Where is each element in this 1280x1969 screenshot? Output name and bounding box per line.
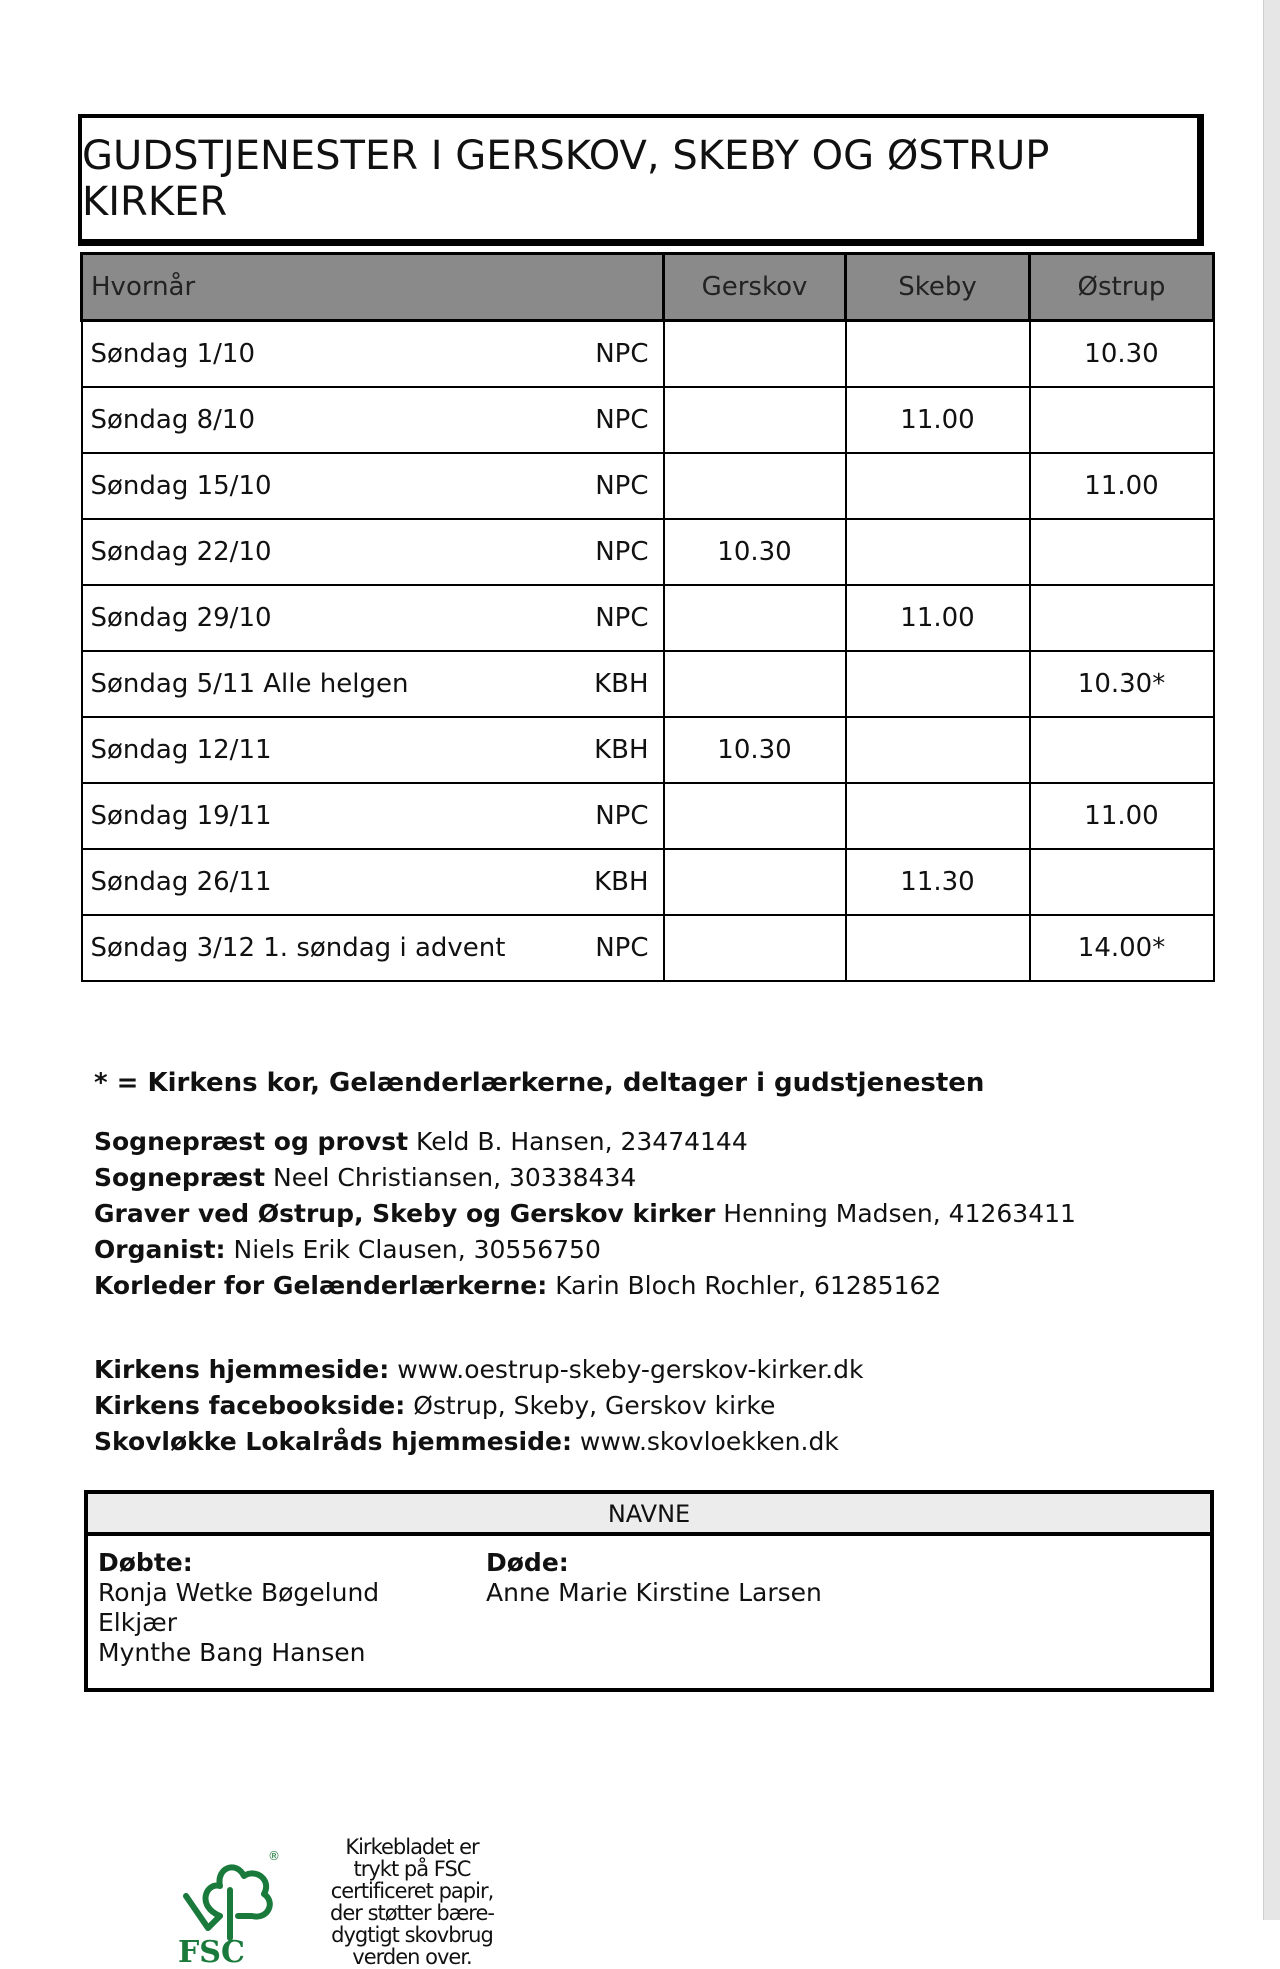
cell-when — [82, 387, 664, 453]
cell-time-ostrup: 10.30* — [1030, 651, 1214, 717]
priest-code: NPC — [595, 339, 649, 369]
links-list — [94, 1352, 863, 1460]
contact-line: Graver ved Østrup, Skeby og Gerskov kirker Henning Madsen, 41263411 — [94, 1199, 1076, 1228]
cell-time-ostrup: 11.00 — [1030, 453, 1214, 519]
cell-when — [82, 519, 664, 585]
contact-line: Sognepræst Neel Christiansen, 30338434 — [94, 1163, 637, 1192]
cell-when — [82, 717, 664, 783]
link-line: Kirkens facebookside: Østrup, Skeby, Gerskov kirke — [94, 1391, 776, 1420]
cell-time-gerskov: 10.30 — [664, 717, 846, 783]
priest-code: NPC — [595, 933, 649, 963]
cell-time-ostrup — [1030, 585, 1214, 651]
priest-code: KBH — [594, 867, 649, 897]
table-row — [82, 585, 1214, 651]
cell-time-skeby — [846, 519, 1030, 585]
cell-when — [82, 321, 664, 388]
cell-time-gerskov — [664, 453, 846, 519]
cell-time-skeby: 11.30 — [846, 849, 1030, 915]
priest-code: NPC — [595, 801, 649, 831]
local-council-link[interactable]: www.skovloekken.dk — [579, 1427, 839, 1456]
baptized-name: Elkjær — [98, 1608, 177, 1637]
cell-when — [82, 585, 664, 651]
cell-when — [82, 453, 664, 519]
died-label: Døde: — [486, 1548, 569, 1577]
cell-time-ostrup: 11.00 — [1030, 783, 1214, 849]
cell-when — [82, 915, 664, 981]
facebook-link[interactable]: Østrup, Skeby, Gerskov kirke — [413, 1391, 776, 1420]
table-row — [82, 849, 1214, 915]
cell-time-skeby — [846, 717, 1030, 783]
cell-time-gerskov — [664, 849, 846, 915]
service-date: Søndag 19/11 — [90, 801, 272, 831]
fsc-registered-mark: ® — [268, 1849, 280, 1863]
cell-time-skeby — [846, 915, 1030, 981]
cell-time-gerskov — [664, 321, 846, 388]
fsc-logo-icon — [176, 1846, 284, 1966]
table-row — [82, 519, 1214, 585]
cell-time-skeby — [846, 783, 1030, 849]
priest-code: NPC — [595, 537, 649, 567]
baptized-name: Mynthe Bang Hansen — [98, 1638, 366, 1667]
cell-time-ostrup — [1030, 387, 1214, 453]
cell-time-gerskov — [664, 915, 846, 981]
died-name: Anne Marie Kirstine Larsen — [486, 1578, 822, 1607]
names-box — [84, 1490, 1214, 1692]
cell-time-skeby: 11.00 — [846, 585, 1030, 651]
header-when: Hvornår — [82, 254, 664, 321]
priest-code: KBH — [594, 735, 649, 765]
contact-line: Organist: Niels Erik Clausen, 30556750 — [94, 1235, 601, 1264]
service-date: Søndag 22/10 — [90, 537, 272, 567]
cell-when — [82, 849, 664, 915]
priest-code: NPC — [595, 603, 649, 633]
died-column — [486, 1548, 822, 1608]
service-date: Søndag 15/10 — [90, 471, 272, 501]
table-row — [82, 783, 1214, 849]
service-date: Søndag 3/12 1. søndag i advent — [90, 933, 506, 963]
cell-time-ostrup: 14.00* — [1030, 915, 1214, 981]
cell-time-skeby — [846, 651, 1030, 717]
table-row — [82, 651, 1214, 717]
baptized-column — [98, 1548, 379, 1668]
baptized-name: Ronja Wetke Bøgelund — [98, 1578, 380, 1607]
cell-time-gerskov — [664, 585, 846, 651]
cell-time-gerskov — [664, 387, 846, 453]
baptized-label: Døbte: — [98, 1548, 193, 1577]
link-line: Skovløkke Lokalråds hjemmeside: www.skovloekken.dk — [94, 1427, 839, 1456]
priest-code: NPC — [595, 405, 649, 435]
cell-time-gerskov — [664, 783, 846, 849]
table-header-row — [82, 254, 1214, 321]
fsc-statement: Kirkebladet er trykt på FSC certificeret papir, der støtter bære- dygtigt skovbrug verden over. — [330, 1835, 494, 1969]
cell-time-ostrup: 10.30 — [1030, 321, 1214, 388]
service-schedule-table — [80, 252, 1215, 982]
homepage-link[interactable]: www.oestrup-skeby-gerskov-kirker.dk — [397, 1355, 864, 1384]
service-date: Søndag 1/10 — [90, 339, 255, 369]
link-line: Kirkens hjemmeside: www.oestrup-skeby-gerskov-kirker.dk — [94, 1355, 864, 1384]
cell-time-gerskov — [664, 651, 846, 717]
table-row — [82, 387, 1214, 453]
service-date: Søndag 5/11 Alle helgen — [90, 669, 409, 699]
service-date: Søndag 29/10 — [90, 603, 272, 633]
service-date: Søndag 12/11 — [90, 735, 272, 765]
contact-line: Sognepræst og provst Keld B. Hansen, 23474144 — [94, 1127, 748, 1156]
contacts-list — [94, 1124, 1076, 1304]
cell-time-gerskov: 10.30 — [664, 519, 846, 585]
service-date: Søndag 8/10 — [90, 405, 255, 435]
title-box — [78, 114, 1204, 246]
cell-time-skeby: 11.00 — [846, 387, 1030, 453]
cell-when — [82, 783, 664, 849]
choir-note: * = Kirkens kor, Gelænderlærkerne, deltager i gudstjenesten — [94, 1068, 985, 1098]
cell-time-skeby — [846, 321, 1030, 388]
priest-code: NPC — [595, 471, 649, 501]
header-gerskov: Gerskov — [664, 254, 846, 321]
header-ostrup: Østrup — [1030, 254, 1214, 321]
table-row — [82, 915, 1214, 981]
table-row — [82, 717, 1214, 783]
priest-code: KBH — [594, 669, 649, 699]
cell-time-ostrup — [1030, 519, 1214, 585]
names-header: NAVNE — [88, 1494, 1210, 1536]
cell-time-ostrup — [1030, 849, 1214, 915]
contact-line: Korleder for Gelænderlærkerne: Karin Bloch Rochler, 61285162 — [94, 1271, 942, 1300]
cell-time-ostrup — [1030, 717, 1214, 783]
header-skeby: Skeby — [846, 254, 1030, 321]
service-date: Søndag 26/11 — [90, 867, 272, 897]
cell-time-skeby — [846, 453, 1030, 519]
fsc-logo-text: FSC — [178, 1935, 245, 1966]
cell-when — [82, 651, 664, 717]
table-row — [82, 321, 1214, 388]
table-row — [82, 453, 1214, 519]
page-edge-scrollbar — [1263, 0, 1280, 1920]
page-title: GUDSTJENESTER I GERSKOV, SKEBY OG ØSTRUP KIRKER — [82, 132, 1050, 225]
